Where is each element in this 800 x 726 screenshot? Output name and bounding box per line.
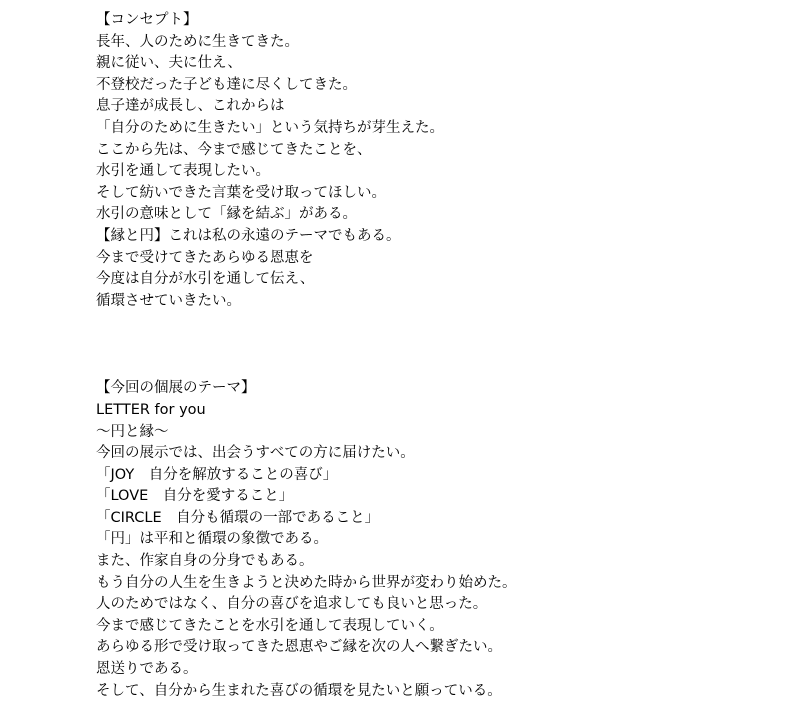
theme-line: 「円」は平和と循環の象徴である。 <box>96 531 328 548</box>
concept-line: そして紡いできた言葉を受け取ってほしい。 <box>96 184 386 201</box>
concept-line: 親に従い、夫に仕え、 <box>96 55 242 72</box>
concept-section <box>96 10 786 312</box>
theme-line: もう自分の人生を生きようと決めた時から世界が変わり始めた。 <box>96 574 517 591</box>
concept-line: 長年、人のために生きてきた。 <box>96 33 299 50</box>
theme-line: 「CIRCLE 自分も循環の一部であること」 <box>96 509 380 526</box>
theme-heading: 【今回の個展のテーマ】 <box>96 380 256 397</box>
concept-line: ここから先は、今まで感じてきたことを、 <box>96 141 372 158</box>
concept-line: 「自分のために生きたい」という気持ちが芽生えた。 <box>96 119 444 136</box>
theme-line: LETTER for you <box>96 401 206 418</box>
theme-line: そして、自分から生まれた喜びの循環を見たいと願っている。 <box>96 682 502 699</box>
theme-line: また、作家自身の分身でもある。 <box>96 553 314 570</box>
theme-line: 「LOVE 自分を愛すること」 <box>96 488 294 505</box>
theme-line: 今回の展示では、出会うすべての方に届けたい。 <box>96 445 415 462</box>
concept-heading: 【コンセプト】 <box>96 12 198 28</box>
theme-line: ～円と縁～ <box>96 423 169 440</box>
concept-line: 循環させていきたい。 <box>96 292 241 309</box>
theme-line: あらゆる形で受け取ってきた恩恵やご縁を次の人へ繋ぎたい。 <box>96 639 502 656</box>
theme-line: 人のためではなく、自分の喜びを追求しても良いと思った。 <box>96 596 488 613</box>
document-body <box>96 10 786 702</box>
concept-line: 水引を通して表現したい。 <box>96 163 270 180</box>
concept-line: 不登校だった子ども達に尽くしてきた。 <box>96 76 357 93</box>
concept-line: 【縁と円】これは私の永遠のテーマでもある。 <box>96 227 401 244</box>
theme-section <box>96 378 786 702</box>
theme-line: 今まで感じてきたことを水引を通して表現していく。 <box>96 617 444 634</box>
concept-line: 水引の意味として「縁を結ぶ」がある。 <box>96 206 357 223</box>
section-spacer <box>96 312 786 378</box>
theme-line: 「JOY 自分を解放することの喜び」 <box>96 466 338 483</box>
theme-line: 恩送りである。 <box>96 661 198 678</box>
concept-line: 息子達が成長し、これからは <box>96 98 285 115</box>
concept-line: 今まで受けてきたあらゆる恩恵を <box>96 249 314 266</box>
concept-line: 今度は自分が水引を通して伝え、 <box>96 271 315 288</box>
